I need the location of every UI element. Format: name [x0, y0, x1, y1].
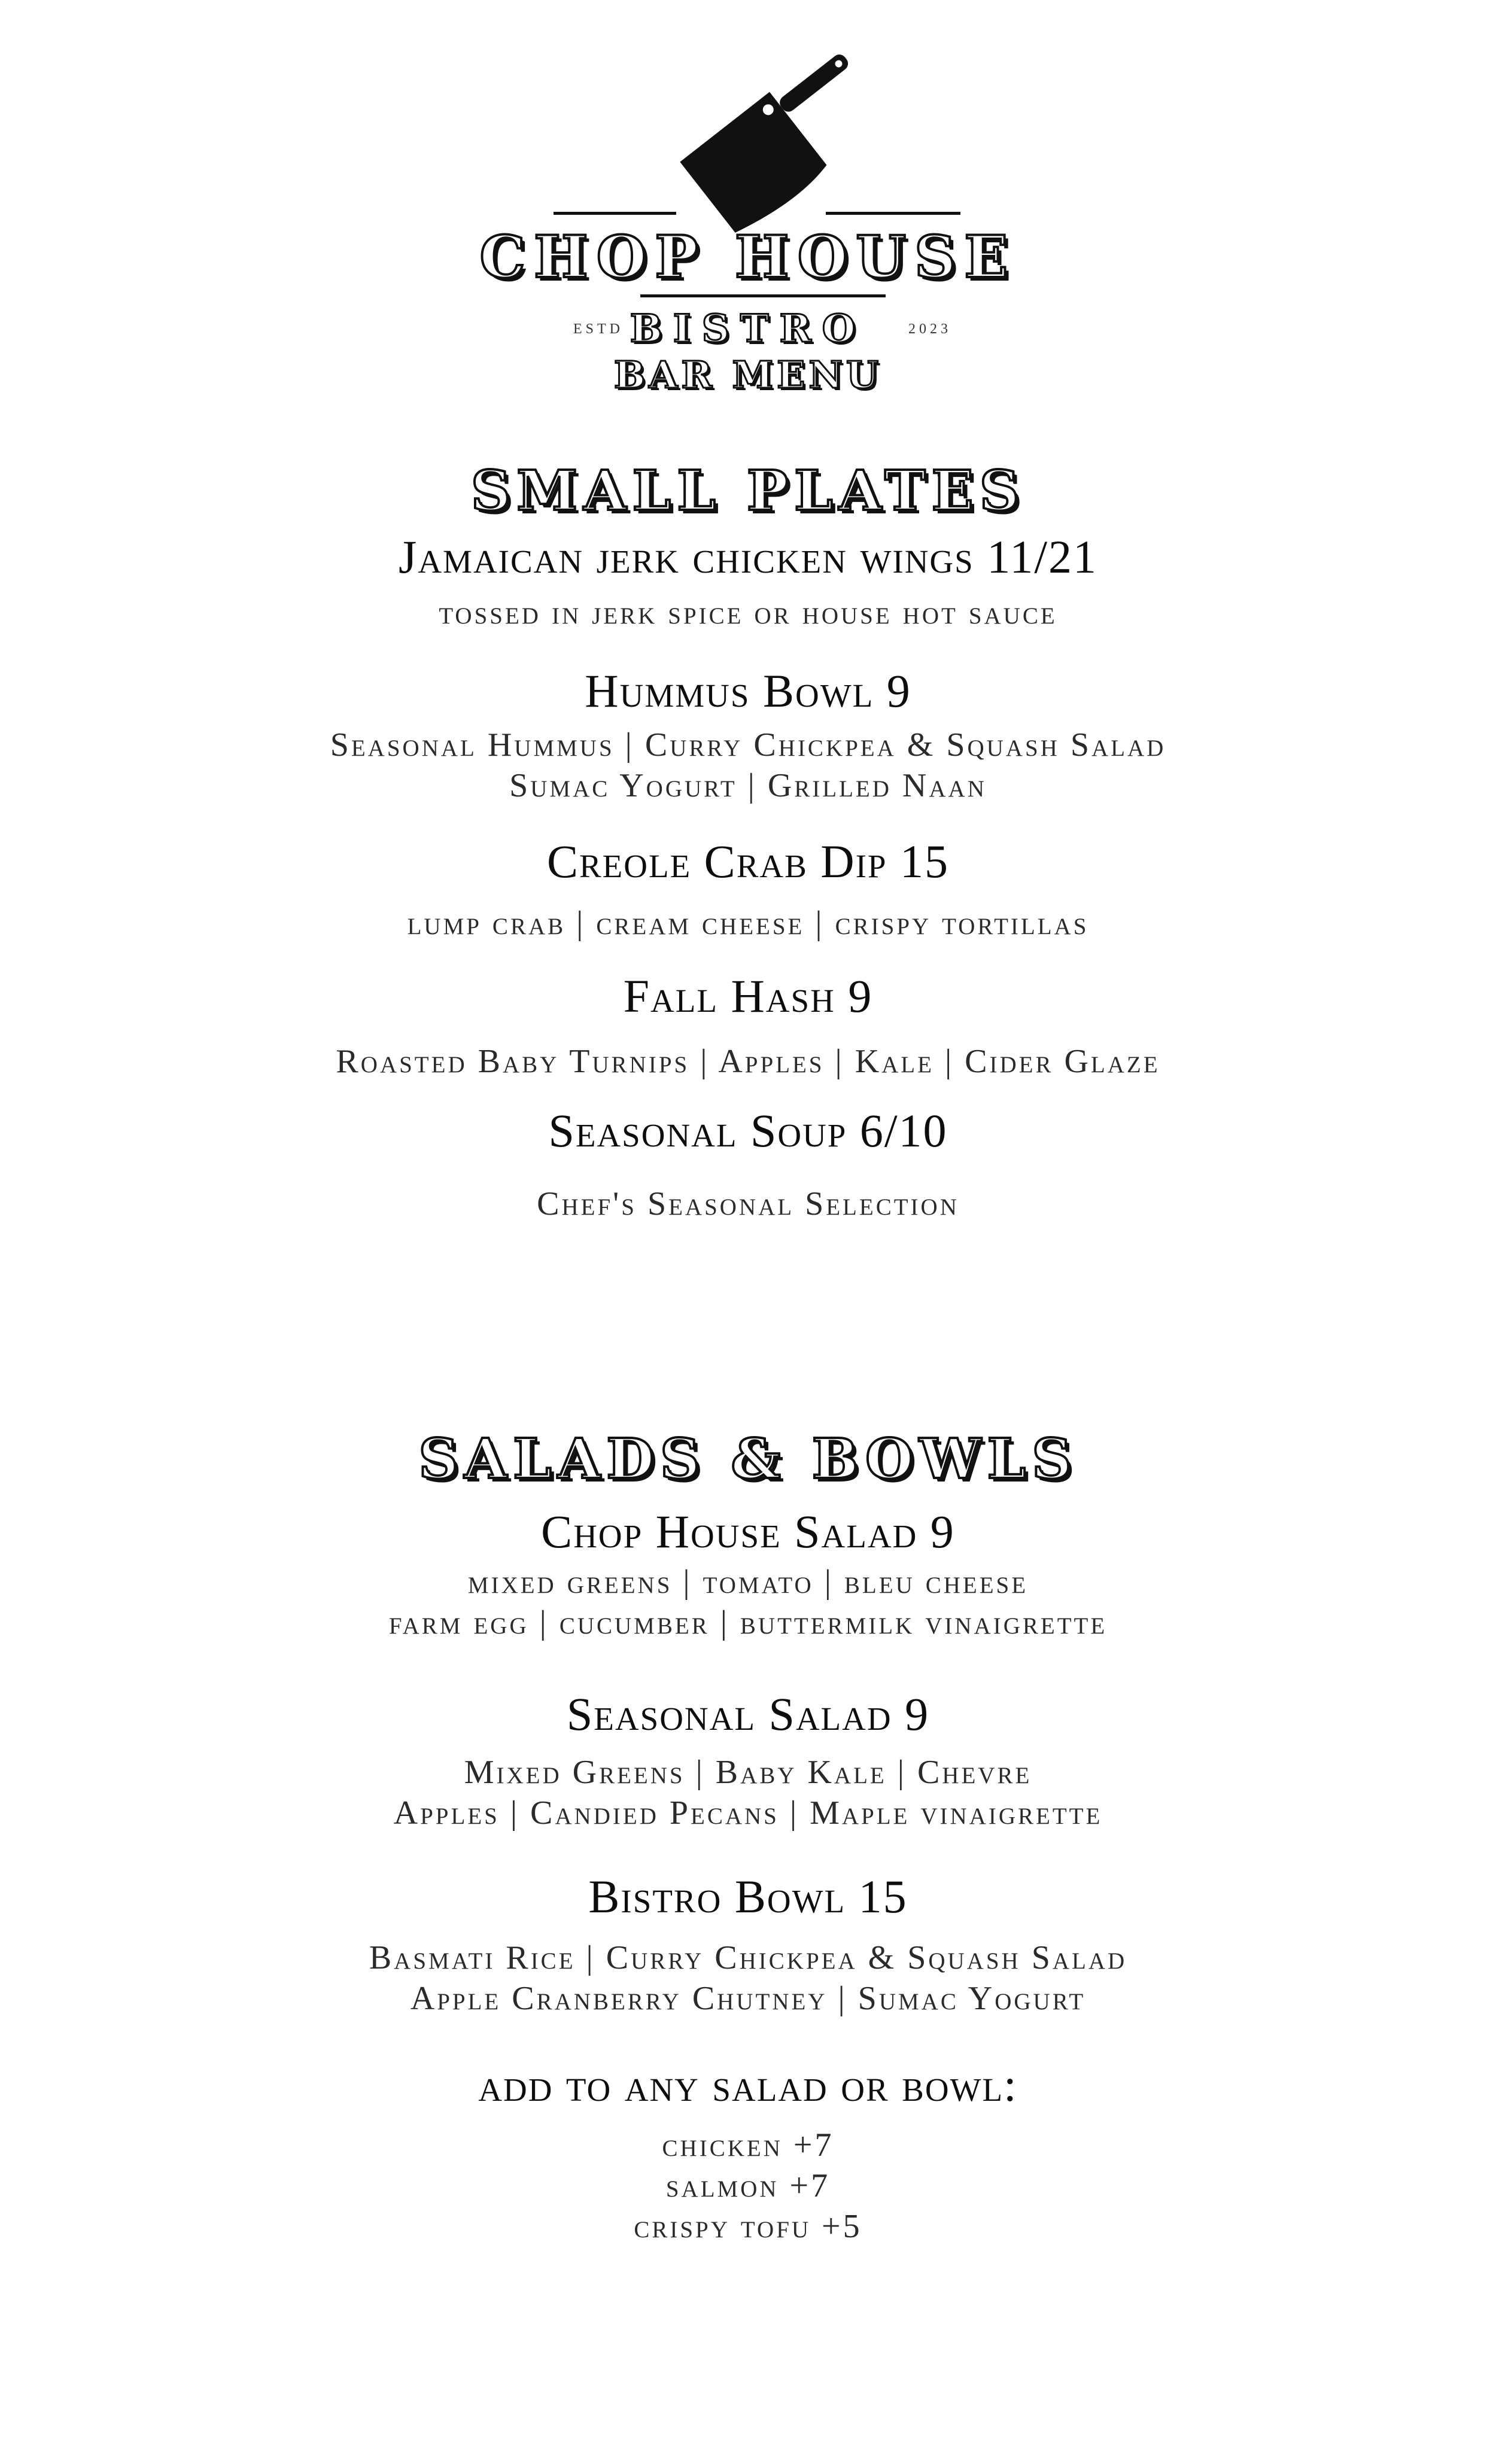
estd-year: 2023 — [908, 321, 951, 337]
menu-item-desc: Apples | Candied Pecans | Maple vinaigrette — [393, 1794, 1103, 1832]
menu-name: BAR MENU — [613, 353, 883, 397]
estd-label: ESTD — [573, 321, 624, 337]
menu-item-name: Creole Crab Dip 15 — [546, 835, 950, 887]
addon-item: salmon +7 — [665, 2167, 831, 2204]
menu-item-desc: lump crab | cream cheese | crispy tortillas — [407, 905, 1089, 942]
addon-item: chicken +7 — [662, 2127, 834, 2164]
addon-item: crispy tofu +5 — [634, 2208, 862, 2245]
menu-item-desc: Basmati Rice | Curry Chickpea & Squash Salad — [369, 1939, 1127, 1976]
menu-item-desc: Sumac Yogurt | Grilled Naan — [509, 767, 987, 804]
logo — [0, 0, 1496, 419]
menu-item-desc: Roasted Baby Turnips | Apples | Kale | Cider Glaze — [336, 1043, 1160, 1080]
menu-item-name: Seasonal Salad 9 — [566, 1688, 930, 1740]
brand-subtitle: BISTRO — [630, 306, 866, 351]
menu-item-desc: Mixed Greens | Baby Kale | Chevre — [464, 1754, 1032, 1791]
menu-item-desc: Chef's Seasonal Selection — [537, 1185, 959, 1222]
brand-title: CHOP HOUSE — [479, 223, 1017, 291]
menu-item-desc: tossed in jerk spice or house hot sauce — [439, 594, 1057, 631]
menu-item-desc: mixed greens | tomato | bleu cheese — [467, 1563, 1029, 1601]
menu-item-name: Jamaican jerk chicken wings 11/21 — [398, 531, 1097, 583]
menu-item-desc: Apple Cranberry Chutney | Sumac Yogurt — [410, 1980, 1086, 2017]
menu-item-name: Fall Hash 9 — [623, 970, 873, 1022]
menu-item-name: Seasonal Soup 6/10 — [548, 1105, 948, 1157]
menu-item-name: Hummus Bowl 9 — [585, 665, 911, 717]
menu-item-desc: Seasonal Hummus | Curry Chickpea & Squash Salad — [330, 726, 1166, 763]
addons-title: add to any salad or bowl: — [478, 2059, 1018, 2111]
menu-item-desc: farm egg | cucumber | buttermilk vinaigrette — [388, 1604, 1108, 1641]
menu-item-name: Bistro Bowl 15 — [588, 1870, 908, 1922]
section-title-salads-bowls: SALADS & BOWLS — [418, 1426, 1078, 1491]
section-title-small-plates: SMALL PLATES — [470, 458, 1026, 523]
menu-item-name: Chop House Salad 9 — [541, 1505, 955, 1558]
